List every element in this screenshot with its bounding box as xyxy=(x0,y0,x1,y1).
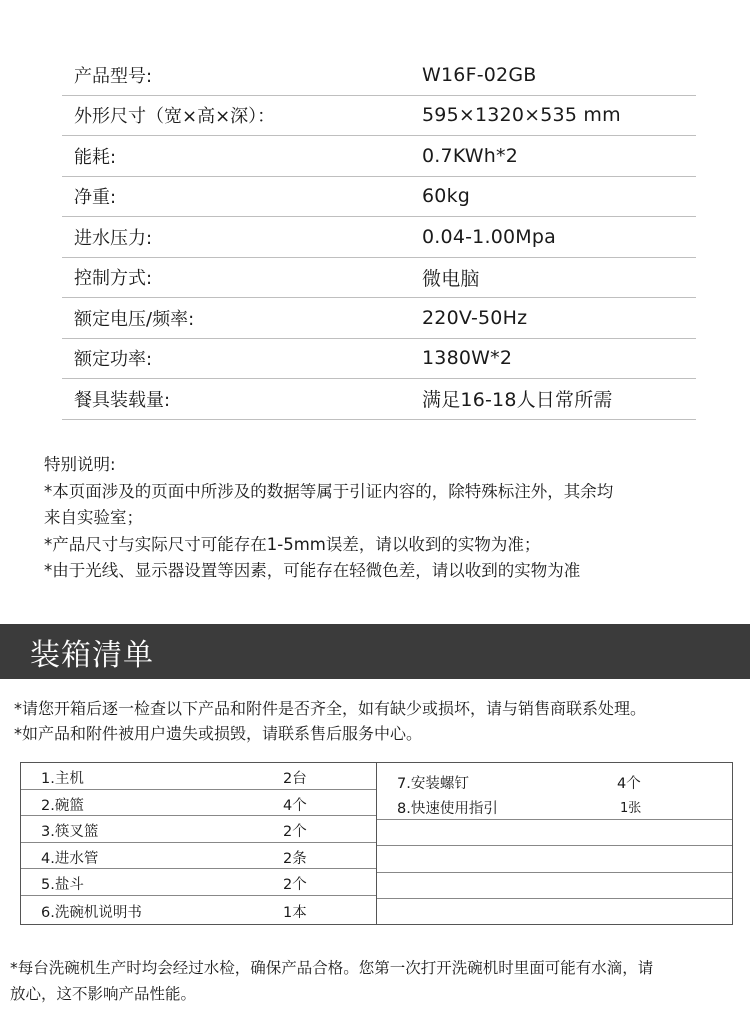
spec-row-dimensions xyxy=(62,96,696,137)
notes-title: 特别说明: xyxy=(44,455,116,474)
packing-table xyxy=(20,762,733,925)
notes-line: 来自实验室； xyxy=(44,508,143,527)
item-qty: 4个 xyxy=(283,797,307,814)
packing-column-left xyxy=(21,763,377,924)
item-qty: 2台 xyxy=(283,771,307,787)
packing-row xyxy=(377,768,732,795)
instruction-line: *如产品和附件被用户遗失或损毁，请联系售后服务中心。 xyxy=(14,724,423,743)
item-name: 5.盐斗 xyxy=(41,877,84,893)
spec-value: 60kg xyxy=(422,185,471,208)
item-qty: 1张 xyxy=(620,801,642,816)
footer-line: *每台洗碗机生产时均会经过水检，确保产品合格。您第一次打开洗碗机时里面可能有水滴，请 xyxy=(10,959,654,977)
packing-instructions xyxy=(14,696,744,746)
spec-label: 额定电压/频率: xyxy=(74,308,195,330)
water-test-note xyxy=(10,955,740,1007)
spec-row-model xyxy=(62,55,696,96)
spec-value: 满足16-18人日常所需 xyxy=(422,389,613,412)
notes-line: *由于光线、显示器设置等因素，可能存在轻微色差，请以收到的实物为准 xyxy=(44,561,581,580)
packing-row xyxy=(21,869,376,896)
packing-row xyxy=(377,846,732,873)
packing-row xyxy=(21,897,376,924)
spec-row-control xyxy=(62,258,696,299)
notes-line: *产品尺寸与实际尺寸可能存在1-5mm误差，请以收到的实物为准； xyxy=(44,534,541,554)
spec-label: 进水压力: xyxy=(74,227,153,249)
packing-row xyxy=(21,843,376,870)
notes-line: *本页面涉及的页面中所涉及的数据等属于引证内容的，除特殊标注外，其余均 xyxy=(44,481,614,501)
packing-list-title: 装箱清单 xyxy=(30,637,154,673)
packing-row xyxy=(377,820,732,847)
spec-table xyxy=(62,55,696,420)
packing-list-banner xyxy=(0,624,750,679)
spec-label: 餐具装载量: xyxy=(74,389,171,411)
spec-value: 220V-50Hz xyxy=(422,306,528,329)
spec-value: 0.04-1.00Mpa xyxy=(422,225,556,248)
spec-value: 微电脑 xyxy=(422,267,480,290)
spec-row-energy xyxy=(62,136,696,177)
packing-row xyxy=(377,873,732,900)
packing-row xyxy=(377,793,732,820)
spec-value: 1380W*2 xyxy=(422,347,513,370)
spec-label: 外形尺寸（宽×高×深）： xyxy=(74,106,276,128)
packing-row xyxy=(21,763,376,790)
spec-row-weight xyxy=(62,177,696,218)
item-name: 4.进水管 xyxy=(41,850,99,867)
packing-row xyxy=(377,899,732,926)
spec-value: W16F-02GB xyxy=(422,63,537,86)
spec-label: 产品型号: xyxy=(74,65,153,87)
spec-row-water-pressure xyxy=(62,217,696,258)
spec-row-voltage xyxy=(62,298,696,339)
item-name: 8.快速使用指引 xyxy=(397,801,498,817)
packing-row xyxy=(21,816,376,843)
item-name: 6.洗碗机说明书 xyxy=(41,905,142,921)
item-qty: 2个 xyxy=(283,877,307,893)
footer-line: 放心，这不影响产品性能。 xyxy=(10,985,197,1003)
spec-row-capacity xyxy=(62,379,696,420)
item-qty: 2个 xyxy=(283,824,307,840)
spec-value: 595×1320×535 mm xyxy=(422,104,621,127)
item-name: 2.碗篮 xyxy=(41,797,84,814)
item-qty: 2条 xyxy=(283,850,307,867)
special-notes xyxy=(44,452,704,585)
spec-label: 控制方式: xyxy=(74,268,153,290)
spec-label: 额定功率: xyxy=(74,349,153,371)
packing-column-right xyxy=(377,763,732,924)
spec-label: 能耗: xyxy=(74,146,117,168)
instruction-line: *请您开箱后逐一检查以下产品和附件是否齐全，如有缺少或损坏，请与销售商联系处理。 xyxy=(14,699,647,718)
item-name: 3.筷叉篮 xyxy=(41,824,99,840)
spec-label: 净重: xyxy=(74,187,117,209)
spec-value: 0.7KWh*2 xyxy=(422,144,519,167)
item-name: 7.安装螺钉 xyxy=(397,776,469,792)
item-qty: 1本 xyxy=(283,905,307,921)
packing-row xyxy=(21,790,376,817)
item-qty: 4个 xyxy=(617,776,641,792)
spec-row-power xyxy=(62,339,696,380)
item-name: 1.主机 xyxy=(41,771,84,787)
